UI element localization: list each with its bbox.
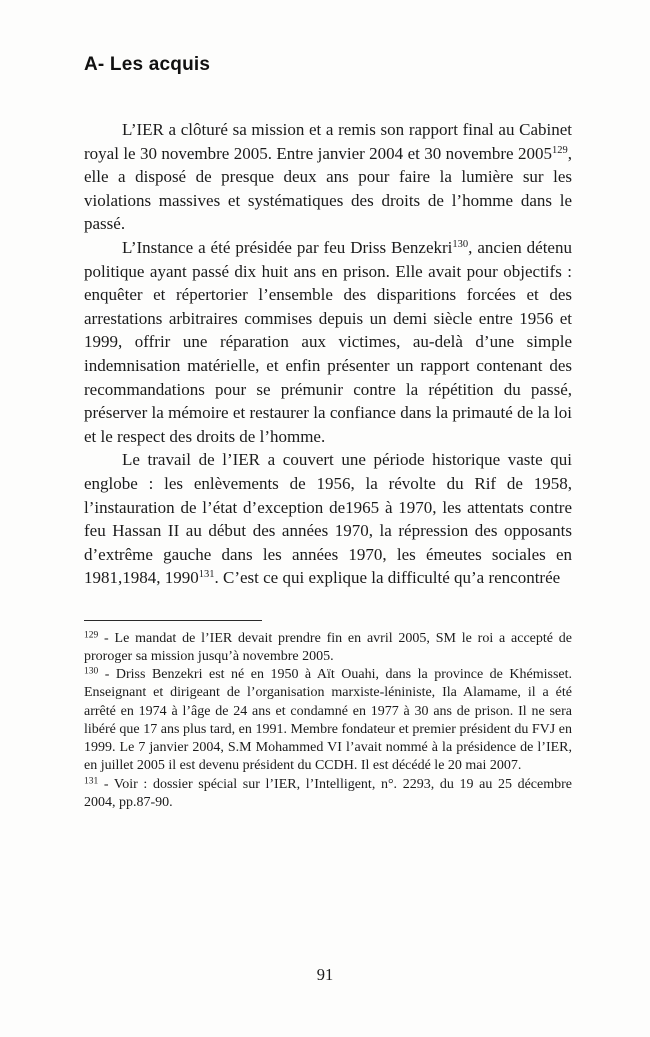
footnote-marker: 131 [84,776,99,786]
paragraph-text: , elle a disposé de presque deux ans pour faire la lumière sur les violations massives et systématiques des droits de l’homme dans le passé. [84,143,572,234]
footnote-marker: 129 [84,630,99,641]
footnote-text: - Voir : dossier spécial sur l’IER, l’Intelligent, n°. 2293, du 19 au 25 décembre 2004, pp.87-90. [84,776,572,810]
footnotes-block [84,630,572,812]
page-number: 91 [316,965,334,984]
footnote-ref: 130 [452,238,469,250]
body-paragraph [84,118,572,236]
paragraph-text: Le travail de l’IER a couvert une période historique vaste qui englobe : les enlèvements de 1956, la révolte du Rif de 1958, l’instauration de l’état d’exception de1965 à 1970, les attentats contre feu Hassan II au début des années 1970, la répression des opposants d’extrême gauche dans les années 1970, les émeutes sociales en 1981,1984, 1990 [84,450,572,588]
body-text-block [84,118,572,590]
paragraph-text: L’Instance a été présidée par feu Driss Benzekri [122,237,453,257]
footnote-text: - Driss Benzekri est né en 1950 à Aït Ouahi, dans la province de Khémisset. Enseignant et dirigeant de l’organisation marxiste-léniniste, Ila Alamame, il a été arrêté en 1974 à l’âge de 24 ans et condamné en 1977 à 30 ans de prison. Il ne sera libéré que 17 ans plus tard, en 1991. Membre fondateur et premier président du FVJ en 1999. Le 7 janvier 2004, S.M Mohammed VI l’avait nommé à la présidence de l’IER, en juillet 2005 il est devenu président du CCDH. Il est décédé le 20 mai 2007. [84,667,572,774]
paragraph-text: . C’est ce qui explique la difficulté qu’a rencontrée [214,568,561,588]
footnote [84,630,572,666]
body-paragraph [84,236,572,448]
footnote-ref: 131 [198,569,215,581]
section-heading: A- Les acquis [84,54,211,75]
footnote [84,666,572,775]
footnote-ref: 129 [552,144,568,156]
footnote [84,776,572,812]
paragraph-text: L’IER a clôturé sa mission et a remis son rapport final au Cabinet royal le 30 novembre 2005. Entre janvier 2004 et 30 novembre 2005 [84,120,572,163]
paragraph-text: , ancien détenu politique ayant passé dix huit ans en prison. Elle avait pour objectifs : enquêter et répertorier l’ensemble des disparitions forcées et des arrestations arbitraires commises depuis un demi siècle entre 1956 et 1999, offrir une réparation aux victimes, au-delà d’une simple indemnisation matérielle, et enfin présenter un rapport contenant des recommandations pour se prémunir contre la répétition du passé, préserver la mémoire et restaurer la confiance dans la primauté de la loi et le respect des droits de l’homme. [84,237,572,446]
body-paragraph [84,448,572,590]
footnote-marker: 130 [84,666,99,677]
footnote-text: - Le mandat de l’IER devait prendre fin en avril 2005, SM le roi a accepté de proroger sa mission jusqu’à novembre 2005. [84,630,572,665]
footnote-separator [84,620,262,621]
